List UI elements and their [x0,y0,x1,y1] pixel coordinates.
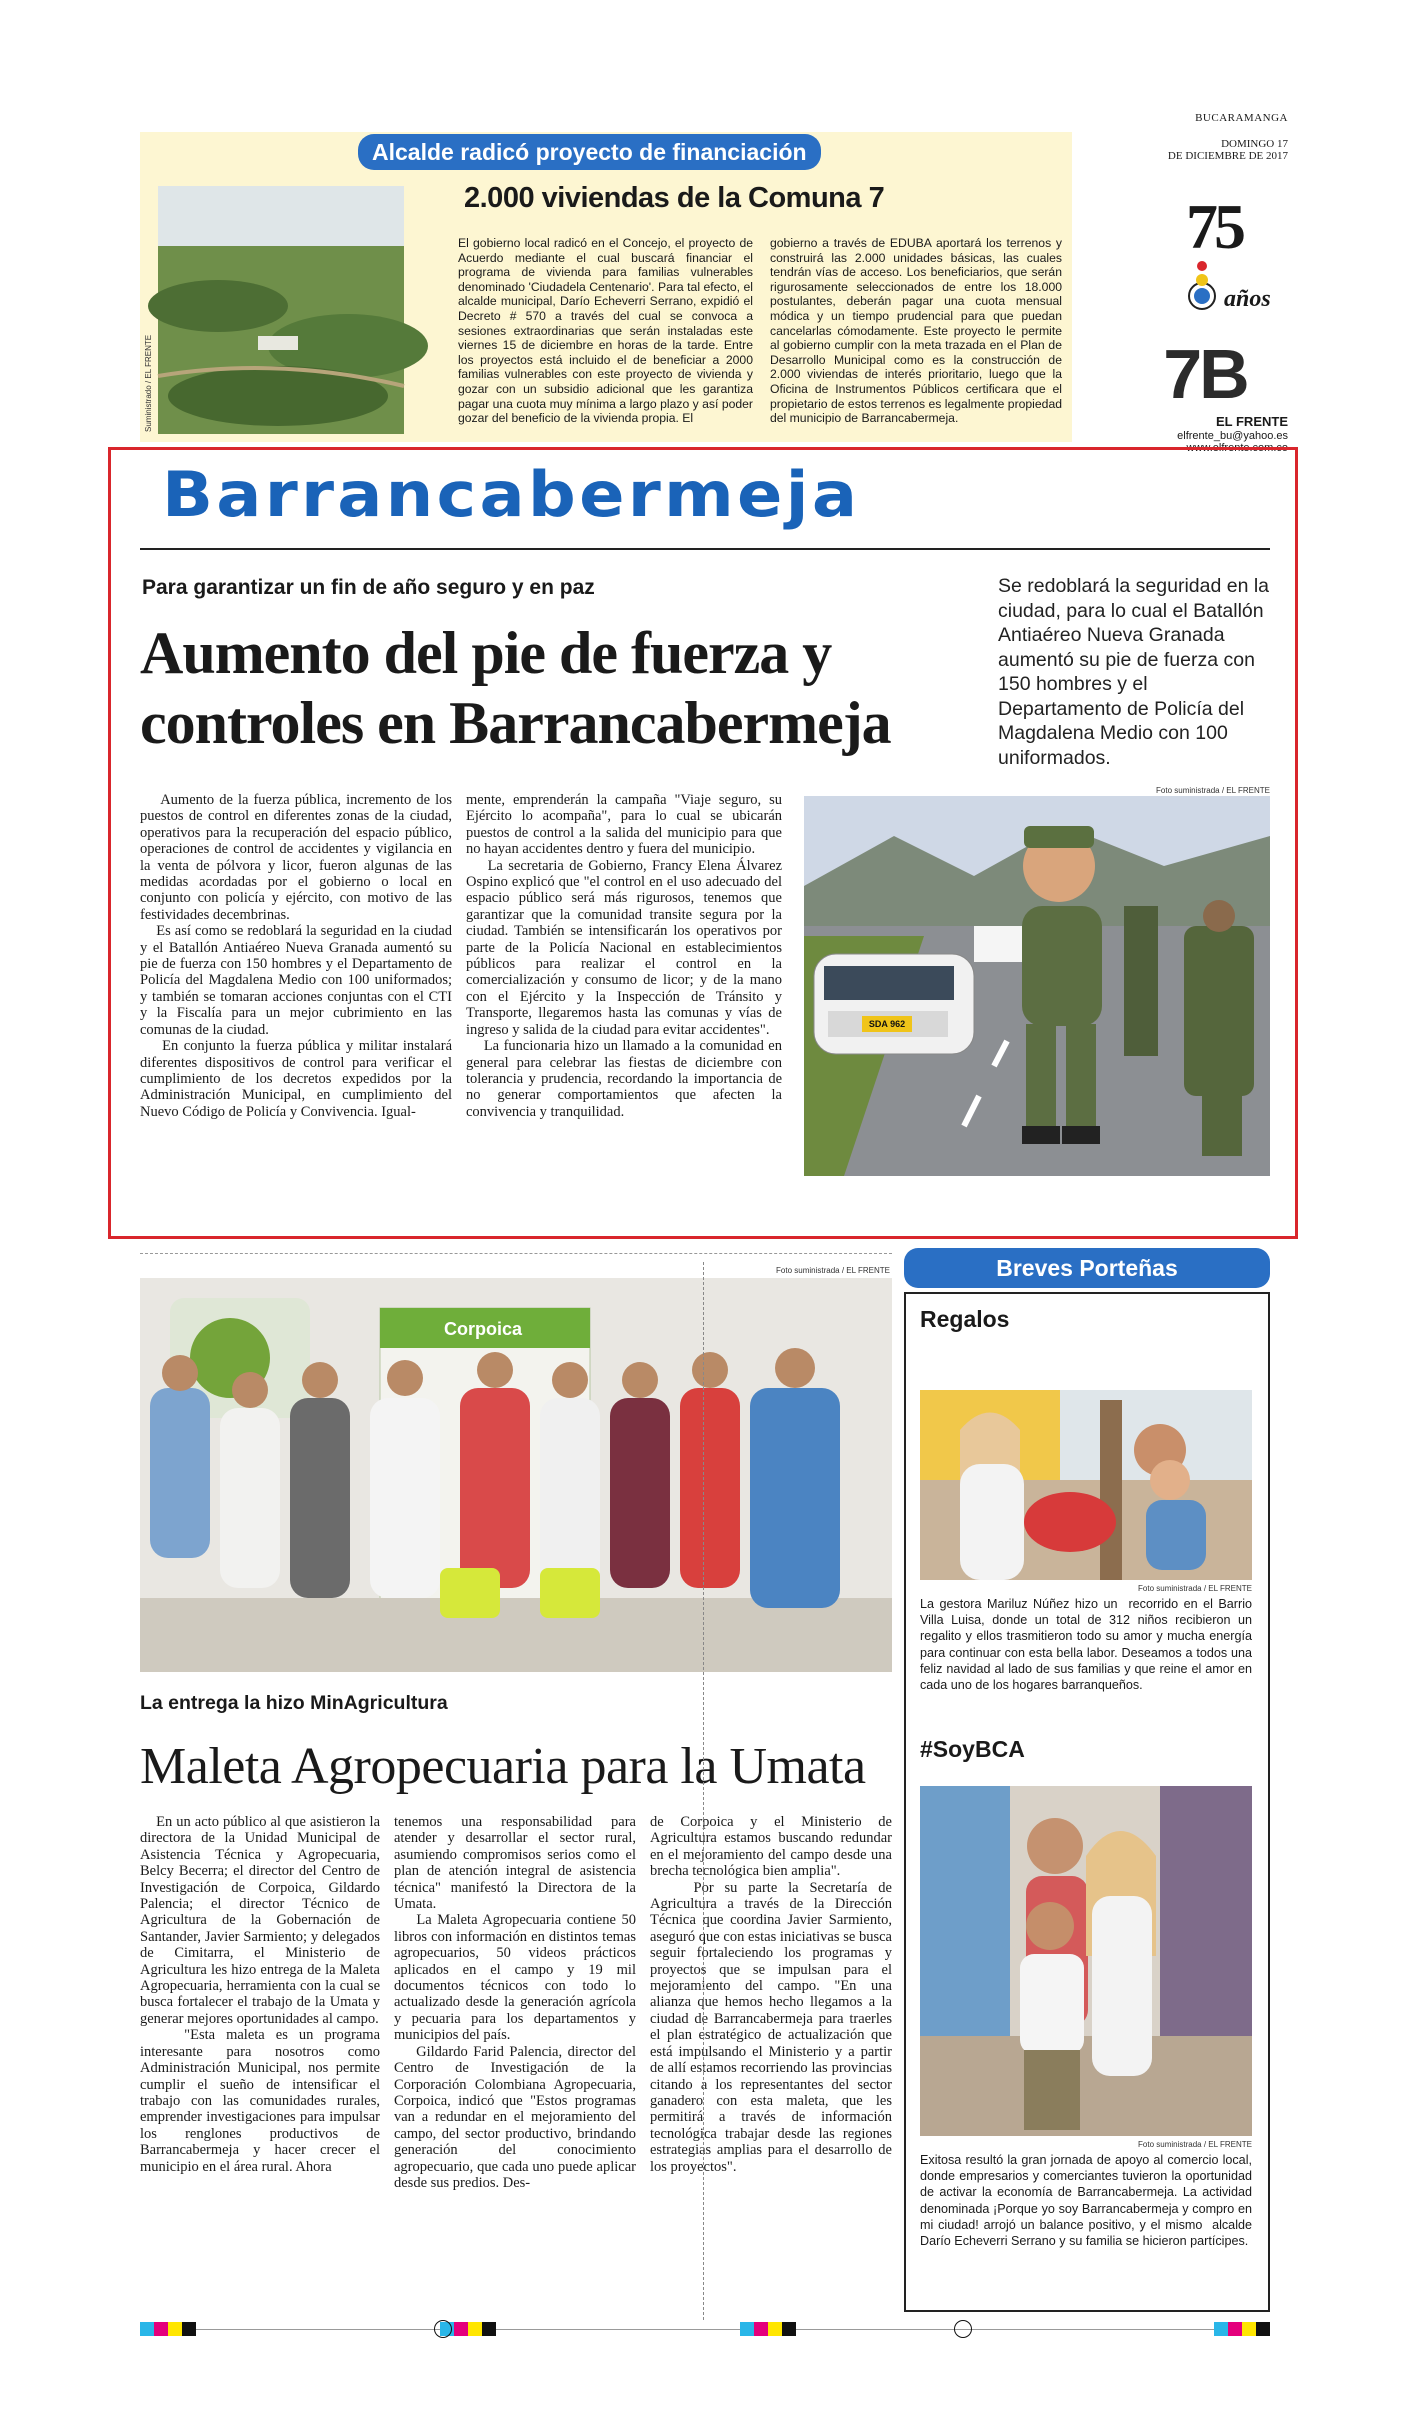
top-story-headline: 2.000 viviendas de la Comuna 7 [464,182,885,214]
sidebar-item1-title: Regalos [920,1306,1010,1332]
second-story-headline: Maleta Agropecuaria para la Umata [140,1738,866,1795]
second-story-col2: tenemos una responsabilidad para atender y desarrollar el sector rural, asumiendo compromisos serios como el plan de atención integral de asistencia técnica" manifestó la Directora de la Umata. La Maleta Agropecuaria contiene 50 libros con información en distintos temas agropecuarios, 50 videos prácticos aplicados en el campo y 19 mil documentos técnicos con todo lo actualizado desde la generación agrícola y pecuaria para los departamentos y municipios del país. Gildardo Farid Palencia, director del Centro de Investigación de la Corporación Colombiana Agropecuaria, Corpoica, indicó que "Estos programas van a redundar en el mejoramiento del campo, del sector productivo, brindando generación del conocimiento agropecuario, que cada uno puede aplicar desde sus predios. Des- [394,1814,637,2191]
fold-line [703,1262,704,2320]
top-story [140,132,1072,442]
top-story-kicker: Alcalde radicó proyecto de financiación [358,134,821,170]
paper-website: www.elfrente.com.co [1186,442,1288,454]
main-story-deck: Se redoblará la seguridad en la ciudad, para lo cual el Batallón Antiaéreo Nueva Granada aumentó su pie de fuerza con 150 hombres y el Departamento de Policía del Magdalena Medio con 100 uniformados. [998,575,1270,769]
second-story-photo-credit: Foto suministrada / EL FRENTE [776,1266,890,1275]
sidebar-item1-photo [920,1390,1252,1580]
second-story-col3: de Corpoica y el Ministerio de Agricultura estamos buscando redundar en el mejoramiento del campo desde una brecha tecnológica bien amplia". Por su parte la Secretaría de Agricultura a través de la Dirección Técnica que coordina Javier Sarmiento, aseguró que con estas iniciativas se busca seguir fortaleciendo los programas y proyectos que se impulsan para el mejoramiento del campo. "En una alianza que hemos hecho llegamos a la ciudad de Barrancabermeja para traerles el plan estratégico de actualización que está impulsando el Ministerio y a partir de allí estamos recorriendo las provincias citando a los representantes del sector ganadero con esta maleta, que les permitirá a través de información tecnológica trabajar desde las regiones estrategias amplias para el desarrollo de los proyectos". [650,1814,892,2175]
main-story-photo [804,796,1270,1176]
sidebar-item2-photo [920,1786,1252,2136]
registration-mark-icon [954,2320,972,2338]
second-story-col1: En un acto público al que asistieron la directora de la Unidad Municipal de Asistencia Técnica y Agropecuaria, Belcy Becerra; el director del Centro de Investigación de Corpoica, Gildardo Palencia; el director Técnico de Agricultura de la Gobernación de Santander, Javier Sarmiento; y delegados de Cimitarra, el Ministerio de Agricultura les hizo entrega de la Maleta Agropecuaria, herramienta con la cual se busca fortalecer el trabajo de la Umata y generar mejores oportunidades al campo. "Esta maleta es un programa interesante para nosotros como Administración Municipal, nos permite cumplir el sueño de intensificar el trabajo con las comunidades rurales, emprender investigaciones para impulsar los renglones productivos de Barrancabermeja y hacer crecer el municipio en el área rural. Ahora [140,1814,381,2175]
sidebar-item1-text: La gestora Mariluz Núñez hizo un recorrido en el Barrio Villa Luisa, donde un total de 312 niños recibieron un regalito y ellos trasmitieron todo su amor y mucha energía para continuar con esta bella labor. Deseamos a todos una feliz navidad al lado de sus familias y que reine el amor en cada uno de los hogares barranqueños. [920,1597,1256,1693]
top-story-photo [158,186,404,434]
anniversary-logo [1178,191,1293,328]
main-story-headline: Aumento del pie de fuerza y controles en Barrancabermeja [140,620,891,756]
sidebar-item2-text: Exitosa resultó la gran jornada de apoyo al comercio local, donde empresarios y comerciantes tuvieron la oportunidad de activar la economía de Barrancabermeja. La actividad denominada ¡Porque yo soy Barrancabermeja y compro en mi ciudad! arrojó un balance positivo, y el mismo alcalde Darío Echeverri Serrano y su familia se hicieron partícipes. [920,2153,1256,2249]
second-story-photo [140,1278,892,1672]
registration-bar [140,2322,1270,2336]
second-story-kicker: La entrega la hizo MinAgricultura [140,1692,448,1714]
masthead-date-line1: DOMINGO 17 [1221,138,1288,150]
car-plate: SDA 962 [862,1016,912,1032]
masthead-date-line2: DE DICIEMBRE DE 2017 [1167,150,1288,162]
section-title: Barrancabermeja [162,458,861,531]
paper-name: EL FRENTE [1216,414,1288,429]
registration-mark-icon [434,2320,452,2338]
section-rule [140,548,1270,550]
anniversary-number: 75 [1186,191,1242,262]
sidebar-title: Breves Porteñas [904,1248,1270,1288]
main-story-col1: Aumento de la fuerza pública, incremento de los puestos de control en diferentes zonas de la ciudad, operativos para la recuperación del espacio público, operaciones de control de accidentes y vigilancia en la venta de pólvora y licor, fueron algunas de las medidas acordadas por el gobierno o local en conjunto con policía y ejército, con motivo de las festividades decembrinas. Es así como se redoblará la seguridad en la ciudad y el Batallón Antiaéreo Nueva Granada aumentó su pie de fuerza con 150 hombres y el Departamento de Policía del Magdalena Medio con 100 uniformados; y también se tomaran acciones conjuntas con el CTI y la Fiscalía para un mejor cubrimiento en las comunas de la ciudad. En conjunto la fuerza pública y militar instalará diferentes dispositivos de control para verificar el cumplimiento de los decretos expedidos por la Administración Municipal, en cumplimiento del Nuevo Código de Policía y Convivencia. Igual- [140,792,453,1120]
second-story-top-rule [140,1253,892,1254]
main-story-photo-credit: Foto suministrada / EL FRENTE [1156,786,1270,795]
sidebar-item2-credit: Foto suministrada / EL FRENTE [1138,2140,1252,2149]
paper-email: elfrente_bu@yahoo.es [1177,430,1288,442]
page-number: 7B [1163,335,1247,413]
top-story-col1: El gobierno local radicó en el Concejo, el proyecto de Acuerdo mediante el cual buscará financiar el programa de vivienda para familias vulnerables denominado 'Ciudadela Centenario'. Para tal efecto, el alcalde municipal, Darío Echeverri Serrano, expidió el Decreto # 570 a través del cual se convoca a sesiones extraordinarias que serán instaladas este viernes 15 de diciembre en horas de la tarde. Entre los proyectos está incluido el de beneficiar a 2000 familias vulnerables con este proyecto de vivienda y gozar con un subsidio adicional que les garantiza pagar una cuota muy mínima a largo plazo y así poder gozar del beneficio de la vivienda propia. El [458,236,757,426]
anniversary-word: años [1224,286,1271,312]
main-story-col2: mente, emprenderán la campaña "Viaje seguro, su Ejército lo acompaña", para lo cual se ubicarán puestos de control a la salida del municipio para que no hayan accidentes dentro y fuera del municipio. La secretaria de Gobierno, Francy Elena Álvarez Ospino explicó que "el control en el uso adecuado del espacio público será más rigurosos, tenemos que garantizar que la comunidad transite segura por la ciudad. También se intensificarán los operativos por parte de la Policía Nacional en establecimientos públicos para realizar el control en la comercialización y consumo de licor; y de la mano con el Ejército y la Inspección de Tránsito y Transporte, llegaremos hasta las comunas y vías de ingreso y salida de la ciudad para evitar accidentes". La funcionaria hizo un llamado a la comunidad en general para celebrar las fiestas de diciembre con tolerancia y prudencia, recordando la importancia de no generar comportamientos que afecten la convivencia y tranquilidad. [466,792,783,1120]
sidebar-item1-credit: Foto suministrada / EL FRENTE [1138,1584,1252,1593]
top-story-col2: gobierno a través de EDUBA aportará los terrenos y construirá las 2.000 unidades básicas, las cuales tendrán vías de acceso. Los beneficiarios, que serán rigurosamente seleccionados de entre los 18.000 postulantes, deberán pagar una cuota mensual módica y un tiempo prudencial para que puedan cancelarlas cómodamente. Este proyecto le permite al gobierno cumplir con la meta trazada en el Plan de Desarrollo Municipal como es la construcción de 2.000 viviendas de interés prioritario, luego que la Oficina de Instrumentos Públicos certificara que el propietario de estos terrenos es legalmente propiedad del municipio de Barrancabermeja. [770,236,1066,426]
masthead [1100,112,1288,162]
sidebar-item2-title: #SoyBCA [920,1736,1025,1762]
masthead-city: BUCARAMANGA [1195,112,1288,124]
main-story-kicker: Para garantizar un fin de año seguro y en paz [142,576,595,599]
top-story-photo-credit: Suministrado / EL FRENTE [144,334,153,432]
photo-sign-text: Corpoica [443,1319,522,1339]
